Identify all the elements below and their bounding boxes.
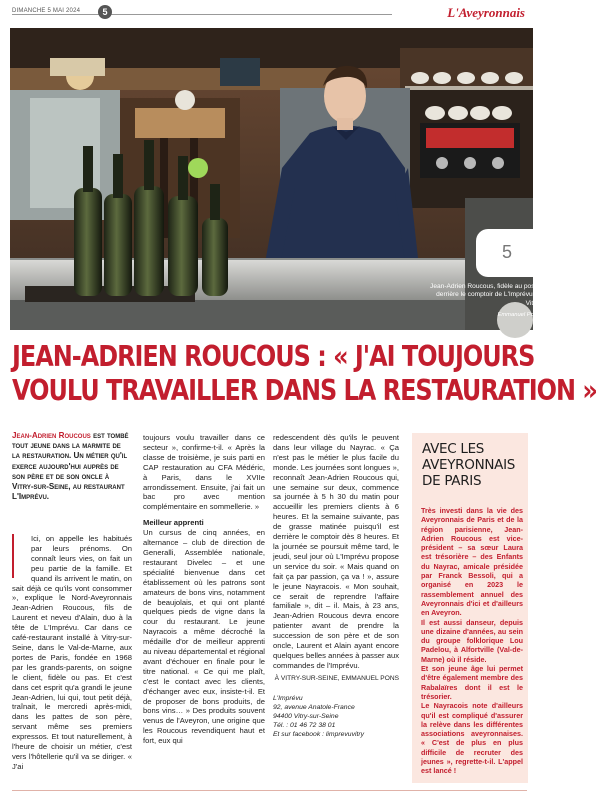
page-tab (476, 229, 543, 277)
article-photo (10, 28, 540, 330)
dropcap-rule (12, 534, 27, 578)
sidebar-text (421, 506, 523, 776)
address-street: 92, avenue Anatole-France (273, 703, 355, 711)
address-city: 94400 Vitry-sur-Seine (273, 712, 339, 720)
column-1-text: Ici, on appelle les habitués par leurs prénoms. On connaît leurs vies, on fait un peu partie de la famille. Et quand ils arrivent le matin, on sait déjà ce qu'ils vont consommer », explique le Nord-Aveyronnais Jean-Adrien Roucous, fils de Laurent et neveu d'Alain, duo à la tête de L'Imprévu. Car dans ce café-restaurant installé à Vitry-sur-Seine, dans le Val-de-Marne, aux portes de Paris, fondée en 1968 par les grands-parents, on soigne le client, fidèle ou pas. Et c'est dans cet esprit qu'a grandi le jeune Jean-Adrien, lui qui, tout petit déjà, traînait, le mercredi après-midi, dans les pattes de son père, servant même ses premiers expressos. Et tout naturellement, à l'heure de choisir un métier, c'est vers l'hôtellerie qu'il va se diriger. « J'ai (12, 534, 132, 771)
address-phone: Tél. : 01 46 72 38 01 (273, 721, 336, 729)
page-tab-number: 5 (502, 242, 513, 262)
article-column-2 (143, 433, 265, 746)
header-rule (12, 14, 392, 15)
page-number-badge: 5 (98, 5, 112, 19)
sidebar-title-line-2: AVEYRONNAIS (422, 457, 516, 473)
lead-text: est tombé tout jeune dans la marmite de la restauration. Un métier qu'il exerce aujourd'hui auprès de son père et de son oncle à Vitry-sur-Seine, au restaurant L'Imprévu. (12, 431, 129, 502)
restaurant-address (273, 694, 399, 739)
sidebar-title-line-3: DE PARIS (422, 473, 482, 489)
section-subhead: Meilleur apprenti (143, 518, 204, 528)
photo-caption (428, 283, 540, 320)
address-facebook: Et sur facebook : limprevuvitry (273, 730, 365, 738)
headline-line-1: JEAN-ADRIEN ROUCOUS : « J'AI TOUJOURS (12, 340, 535, 373)
footer-rule (12, 790, 527, 791)
sidebar-title (422, 441, 522, 489)
article-lead (12, 431, 129, 502)
sidebar-paragraph-1: Très investi dans la vie des Aveyronnais de Paris et de la région parisienne, Jean-Adrien Roucous est vice-président – sa sœur Laura est trésorière – des Enfants du Nayrac, amicale présidée par Franck Bessoli, qui a organisé en 2023 le rassemblement annuel des Aveyronnais d'ici et d'ailleurs en Aveyron. (421, 506, 523, 618)
headline-line-2: VOULU TRAVAILLER DANS LA RESTAURATION » (12, 374, 597, 407)
caption-text: Jean-Adrien Roucous, fidèle au poste derrière le comptoir de L'Imprévu, à Vitry. (430, 283, 540, 307)
newspaper-logo: L'Aveyronnais (447, 5, 525, 20)
sidebar-box (412, 433, 528, 783)
sidebar-paragraph-3: Et son jeune âge lui permet d'être également membre des Rabalaïres dont il est le trésorier. (421, 664, 523, 701)
column-2-paragraph-2: Un cursus de cinq années, en alternance – club de direction de Generalli, Assemblée nationale, restaurant Divelec – et une spécialité bienvenue dans cet établissement où les patrons sont amateurs de bons vins, notamment de beaujolais, et qui ont planté quelques pieds de vigne dans la cour du restaurant. Le jeune Nayracois a même décroché la médaille d'or de meilleur apprenti au niveau départemental et régional avant d'échouer en finale pour le titre national. « Ce qui me plaît, c'est le contact avec les clients, d'échanger avec eux, insiste-t-il. Et de proposer de bons produits, de bons vins… » Des produits souvent venus de l'Aveyron, une origine que les Roucous revendiquent haut et fort, eux qui (143, 528, 265, 746)
sidebar-paragraph-4: Le Nayracois note d'ailleurs qu'il est compliqué d'assurer la relève dans les différentes associations aveyronnaises. « C'est de plus en plus difficile de recruter des jeunes », regrette-t-il. L'appel est lancé ! (421, 701, 523, 776)
sidebar-paragraph-2: Il est aussi danseur, depuis une dizaine d'années, au sein du groupe folklorique Lou Padelou, à Alfortville (Val-de-Marne) où il réside. (421, 617, 523, 664)
article-headline (12, 340, 597, 408)
issue-date: DIMANCHE 5 MAI 2024 (12, 8, 81, 14)
sidebar-title-line-1: AVEC LES (422, 441, 485, 457)
article-column-1 (12, 534, 132, 772)
article-column-3 (273, 433, 399, 739)
photo-credit: Emmanuel Pons (497, 312, 540, 319)
author-signature: À VITRY-SUR-SEINE, EMMANUEL PONS (274, 674, 399, 682)
lead-name: Jean-Adrien Roucous (12, 431, 91, 440)
column-3-paragraph: redescendent dès qu'ils le peuvent dans leur village du Nayrac. « Ça n'est pas le métier le plus facile du monde. Les journées sont longues », reconnaît Jean-Adrien Roucous qui, une semaine sur deux, commence sa journée à 5 h 30 du matin pour accueillir les premiers clients à 6 heures. Et la semaine suivante, pas de grasse matinée puisqu'il est derrière le comptoir dès 8 heures. Et la journée se poursuit même tard, le jeudi, seul jour où L'Imprévu propose un service du soir. « Mais quand on fait ça par passion, ça va ! », assure le jeune Nayracois. « Mon souhait, ce serait de reprendre l'affaire familiale », dit – il. Mais, à 23 ans, Jean-Adrien Roucous devra encore patienter avant de prendre la succession de son père et de son oncle, Laurent et Alain ayant encore quelques belles années à passer aux commandes de l'Imprévu. (273, 433, 399, 670)
column-2-paragraph-1: toujours voulu travailler dans ce secteur », confirme-t-il. « Après la classe de troisième, je suis parti en CAP restauration au CFA Médéric, à Paris, dans le XVIIe arrondissement. Ensuite, j'ai fait un bac pro avec mention complémentaire en sommellerie. » (143, 433, 265, 512)
page-header (0, 0, 533, 26)
address-name: L'Imprévu (273, 694, 303, 702)
